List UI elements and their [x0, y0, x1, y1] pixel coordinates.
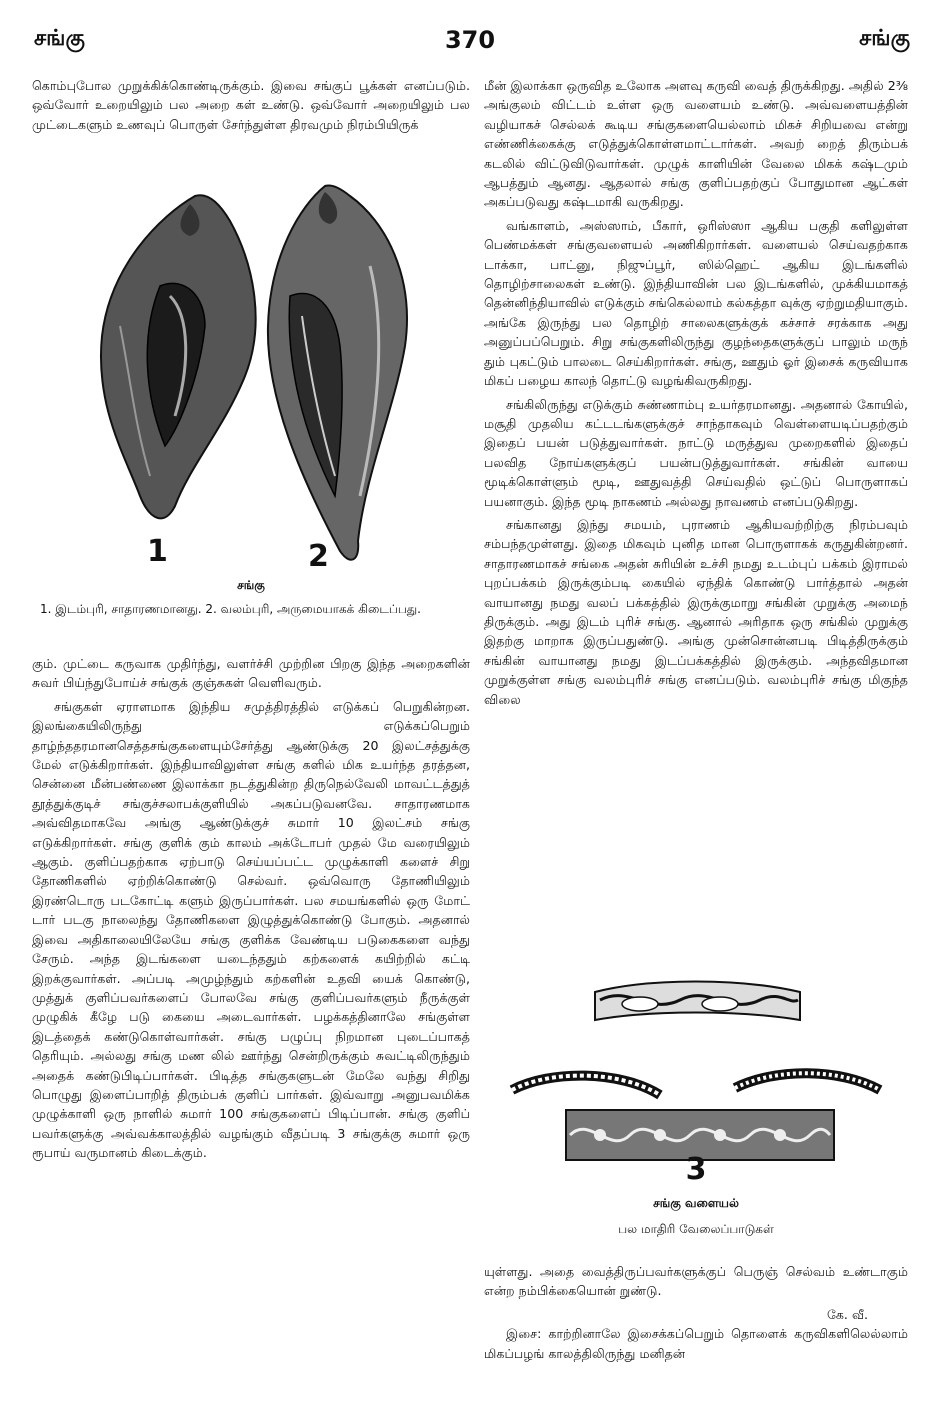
- left-paragraph-2: சங்குகள் ஏராளமாக இந்திய சமுத்திரத்தில் எடுக்கப் பெறுகின்றன. இலங்கையிலிருந்து எடுக்கப்பெறும் தாழ்ந்ததரமானசெத்தசங்குகளையும்சேர்த்து ஆண்டுக்கு 20 இலட்சத்துக்கு மேல் எடுக்கிறார்கள். இந்தியாவிலுள்ள சங்கு களில் மிக உயர்ந்த தரத்தன, சென்னை மீன்பண்ணை இலாக்கா நடத்துகின்ற திருநெல்வேலி மாவட்டத்துத் தூத்துக்குடிச் சங்குச்சலாபக்குளியில் அகப்படுவனவே. சாதாரணமாக அவ்விதமாகவே அங்கு ஆண்டுக்குச் சுமார் 10 இலட்சம் சங்கு எடுக்கிறார்கள். சங்கு குளிக் கும் காலம் அக்டோபர் முதல் மே வரையிலும் ஆகும். குளிப்பதற்காக ஏற்பாடு செய்யப்பட்ட முழுக்காளி களைச் சிறு தோணிகளில் ஏற்றிக்கொண்டு செல்வர். ஒவ்வொரு தோணியிலும் இரண்டொரு படகோட்டி களும் இருப்பார்கள். பல சமயங்களில் ஒரு மோட் டார் படகு நாலைந்து தோணிகளை இழுத்துக்கொண்டு போகும். அதனால் இவை அதிகாலையிலேயே சங்கு குளிக்க வேண்டிய படுகைகளை வந்து சேரும். அந்த இடங்களை யடைந்ததும் கற்களைக் கயிற்றில் கட்டி இறக்குவார்கள். அப்படி அமுழ்ந்தும் கற்களின் உதவி யைக் கொண்டு, முத்துக் குளிப்பவர்களைப் போலவே சங்கு குளிப்பவர்களும் நீருக்குள் முழுகிக் கீழே படு கையை அடைவார்கள். பழக்கத்தினாலே சங்குள்ள இடத்தைக் கண்டுகொள்வார்கள். சங்கு பழுப்பு நிறமான புடைப்பாகத் தெரியும். அல்லது சங்கு மண லில் ஊர்ந்து சென்றிருக்கும் சுவட்டிலிருந்தும் அதைக் கண்டுபிடிப்பார்கள். பிடித்த சங்குகளுடன் மேலே வந்து சிறிது பொழுது இளைப்பாறித் திரும்பக் குளிப் பார்கள். இவ்வாறு அனுபவமிக்க முழுக்காளி ஒரு நாளில் சுமார் 100 சங்குகளைப் பிடிப்பான். சங்கு குளிப் பவர்களுக்கு அவ்வக்காலத்தில் வழங்கும் வீதப்படி 3 சங்குக்கு சுமார் ஒரு ரூபாய் வருமானம் கிடைக்கும்.: [32, 698, 470, 1161]
- right-column-bottom: [484, 1262, 908, 1367]
- figure-1-caption: 1. இடம்புரி, சாதாரணமானது. 2. வலம்புரி, அருமையாகக் கிடைப்பது.: [40, 602, 421, 616]
- right-last-paragraph: இசை: காற்றினாலே இசைக்கப்பெறும் தொளைக் கருவிகளிலெல்லாம் மிகப்பழங் காலத்திலிருந்து மனிதன்: [484, 1326, 908, 1361]
- page-number: 370: [444, 26, 496, 54]
- arc-bangle-left-icon: [512, 1076, 660, 1095]
- figure-1-title: சங்கு: [237, 578, 265, 592]
- conch-shell-right-icon: [268, 185, 407, 559]
- author-signature: கே. வீ.: [826, 1306, 868, 1322]
- figure-3-title: சங்கு வளையல்: [653, 1196, 739, 1210]
- figure-label-2: 2: [308, 539, 329, 574]
- left-column-top: [32, 76, 470, 138]
- right-paragraph-3: சங்கிலிருந்து எடுக்கும் சுண்ணாம்பு உயர்தரமானது. அதனால் கோயில், மசூதி முதலிய கட்டடங்களுக்குச் சாந்தாகவும் வெள்ளையடிப்பதற்கும் இதைப் பயன் படுத்துவார்கள். நாட்டு மருத்துவ முறைகளில் இதைப் பலவித நோய்களுக்குப் பயன்படுத்துவார்கள். சங்கின் வாயை மூடிக்கொள்ளும் மூடி, ஊதுவத்தி செய்வதில் ஒட்டுப் பொருளாகப் பயனாகும். இந்த மூடி நாகணம் அல்லது நாவணம் எனப்படுகிறது.: [484, 396, 908, 509]
- figure-label-3: 3: [685, 1152, 707, 1187]
- fish-bangle-icon: [595, 982, 800, 1021]
- running-header-left: சங்கு: [34, 26, 85, 51]
- right-paragraph-4: சங்கானது இந்து சமயம், புராணம் ஆகியவற்றிற்கு நிரம்பவும் சம்பந்தமுள்ளது. இதை மிகவும் புனித மான பொருளாகக் கருதுகின்றனர். சாதாரணமாகச் சங்கை அதன் சுரியின் உச்சி நமது உடம்புப் பக்கம் இராமல் புறப்பக்கம் இருக்கும்படி கையில் ஏந்திக் கொண்டு பார்த்தால் அதன் வாயானது நமது வலப் பக்கத்தில் இருக்குமாறு சங்கின் முறுக்கு அமைந் திருக்கும். அது இடம் புரிச் சங்கு. ஆனால் அரிதாக ஒரு சங்கில் முறுக்கு இதற்கு மாறாக இருப்பதுண்டு. அங்கு முன்சொன்னபடி பிடித்திருக்கும் சங்கின் வாயானது நமது இடப்பக்கத்தில் இருக்கும். அந்தவிதமான முறுக்குள்ள சங்கு வலம்புரிச் சங்கு எனப்படும். வலம்புரிச் சங்கு மிகுந்த விலை: [484, 516, 908, 707]
- right-paragraph-2: வங்காளம், அஸ்ஸாம், பீகார், ஒரிஸ்ஸா ஆகிய பகுதி களிலுள்ள பெண்மக்கள் சங்குவளையல் அணிகிறார்கள். வளையல் செய்வதற்காக டாக்கா, பாட்னு, நிஜுப்பூர், ஸில்ஹெட் ஆகிய இடங்களில் தொழிற்சாலைகள் உண்டு. இந்தியாவின் பல இடங்களில், முக்கியமாகத் தென்னிந்தியாவில் எடுக்கும் சங்கெல்லாம் கல்கத்தா வுக்கு ஏற்றுமதியாகும். அங்கே இருந்து பல தொழிற் சாலைகளுக்குக் கச்சாச் சரக்காக அது அனுப்பப்பெறும். சிறு சங்குகளிலிருந்து குழந்தைகளுக்குப் பாலும் மருந் தும் புகட்டும் பாலடை செய்கிறார்கள். சங்கு, ஊதும் ஓர் இசைக் கருவியாக மிகப் பழைய காலந் தொட்டு வழங்கிவருகிறது.: [484, 217, 908, 389]
- left-top-paragraph: கொம்புபோல முறுக்கிக்கொண்டிருக்கும். இவை சங்குப் பூக்கள் எனப்படும். ஒவ்வோர் உறையிலும் பல அறை கள் உண்டு. ஒவ்வோர் அறையிலும் பல முட்டைகளும் உணவுப் பொருள் சேர்ந்துள்ள திரவமும் நிரம்பியிருக்: [32, 78, 470, 132]
- figure-label-1: 1: [147, 534, 168, 569]
- conch-shells-illustration: [40, 176, 460, 576]
- running-header-right: சங்கு: [859, 26, 910, 51]
- left-paragraph-1: கும். முட்டை கருவாக முதிர்ந்து, வளர்ச்சி முற்றின பிறகு இந்த அறைகளின் சுவர் பிய்ந்துபோய்ச் சங்குக் குஞ்சுகள் வெளிவரும்.: [32, 656, 470, 691]
- right-bottom-paragraph: யுள்ளது. அதை வைத்திருப்பவர்களுக்குப் பெருஞ் செல்வம் உண்டாகும் என்ற நம்பிக்கையொன் றுண்டு.: [484, 1264, 908, 1299]
- right-paragraph-1: மீன் இலாக்கா ஒருவித உலோக அளவு கருவி வைத் திருக்கிறது. அதில் 2⅜ அங்குலம் விட்டம் உள்ள ஒரு வளையம் உண்டு. அவ்வளையத்தின் வழியாகச் செல்லக் கூடிய சங்குகளையெல்லாம் மிகச் சிறியவை என்று எண்ணிக்கைக்கு எடுத்துக்கொள்ளமாட்டார்கள். அவற் றைத் திரும்பக் கடலில் விட்டுவிடுவார்கள். முழுக் காளியின் வேலை மிகக் கஷ்டமும் ஆபத்தும் ஆனது. ஆதலால் சங்கு குளிப்பதற்குப் போதுமான ஆட்கள் அகப்படுவது கஷ்டமாகி வருகிறது.: [484, 78, 908, 210]
- left-column-body: [32, 654, 470, 1167]
- figure-3-caption: பல மாதிரி வேலைப்பாடுகள்: [618, 1222, 774, 1236]
- arc-bangle-right-icon: [735, 1073, 880, 1090]
- right-column-body: [484, 76, 908, 713]
- conch-shell-left-icon: [101, 195, 256, 518]
